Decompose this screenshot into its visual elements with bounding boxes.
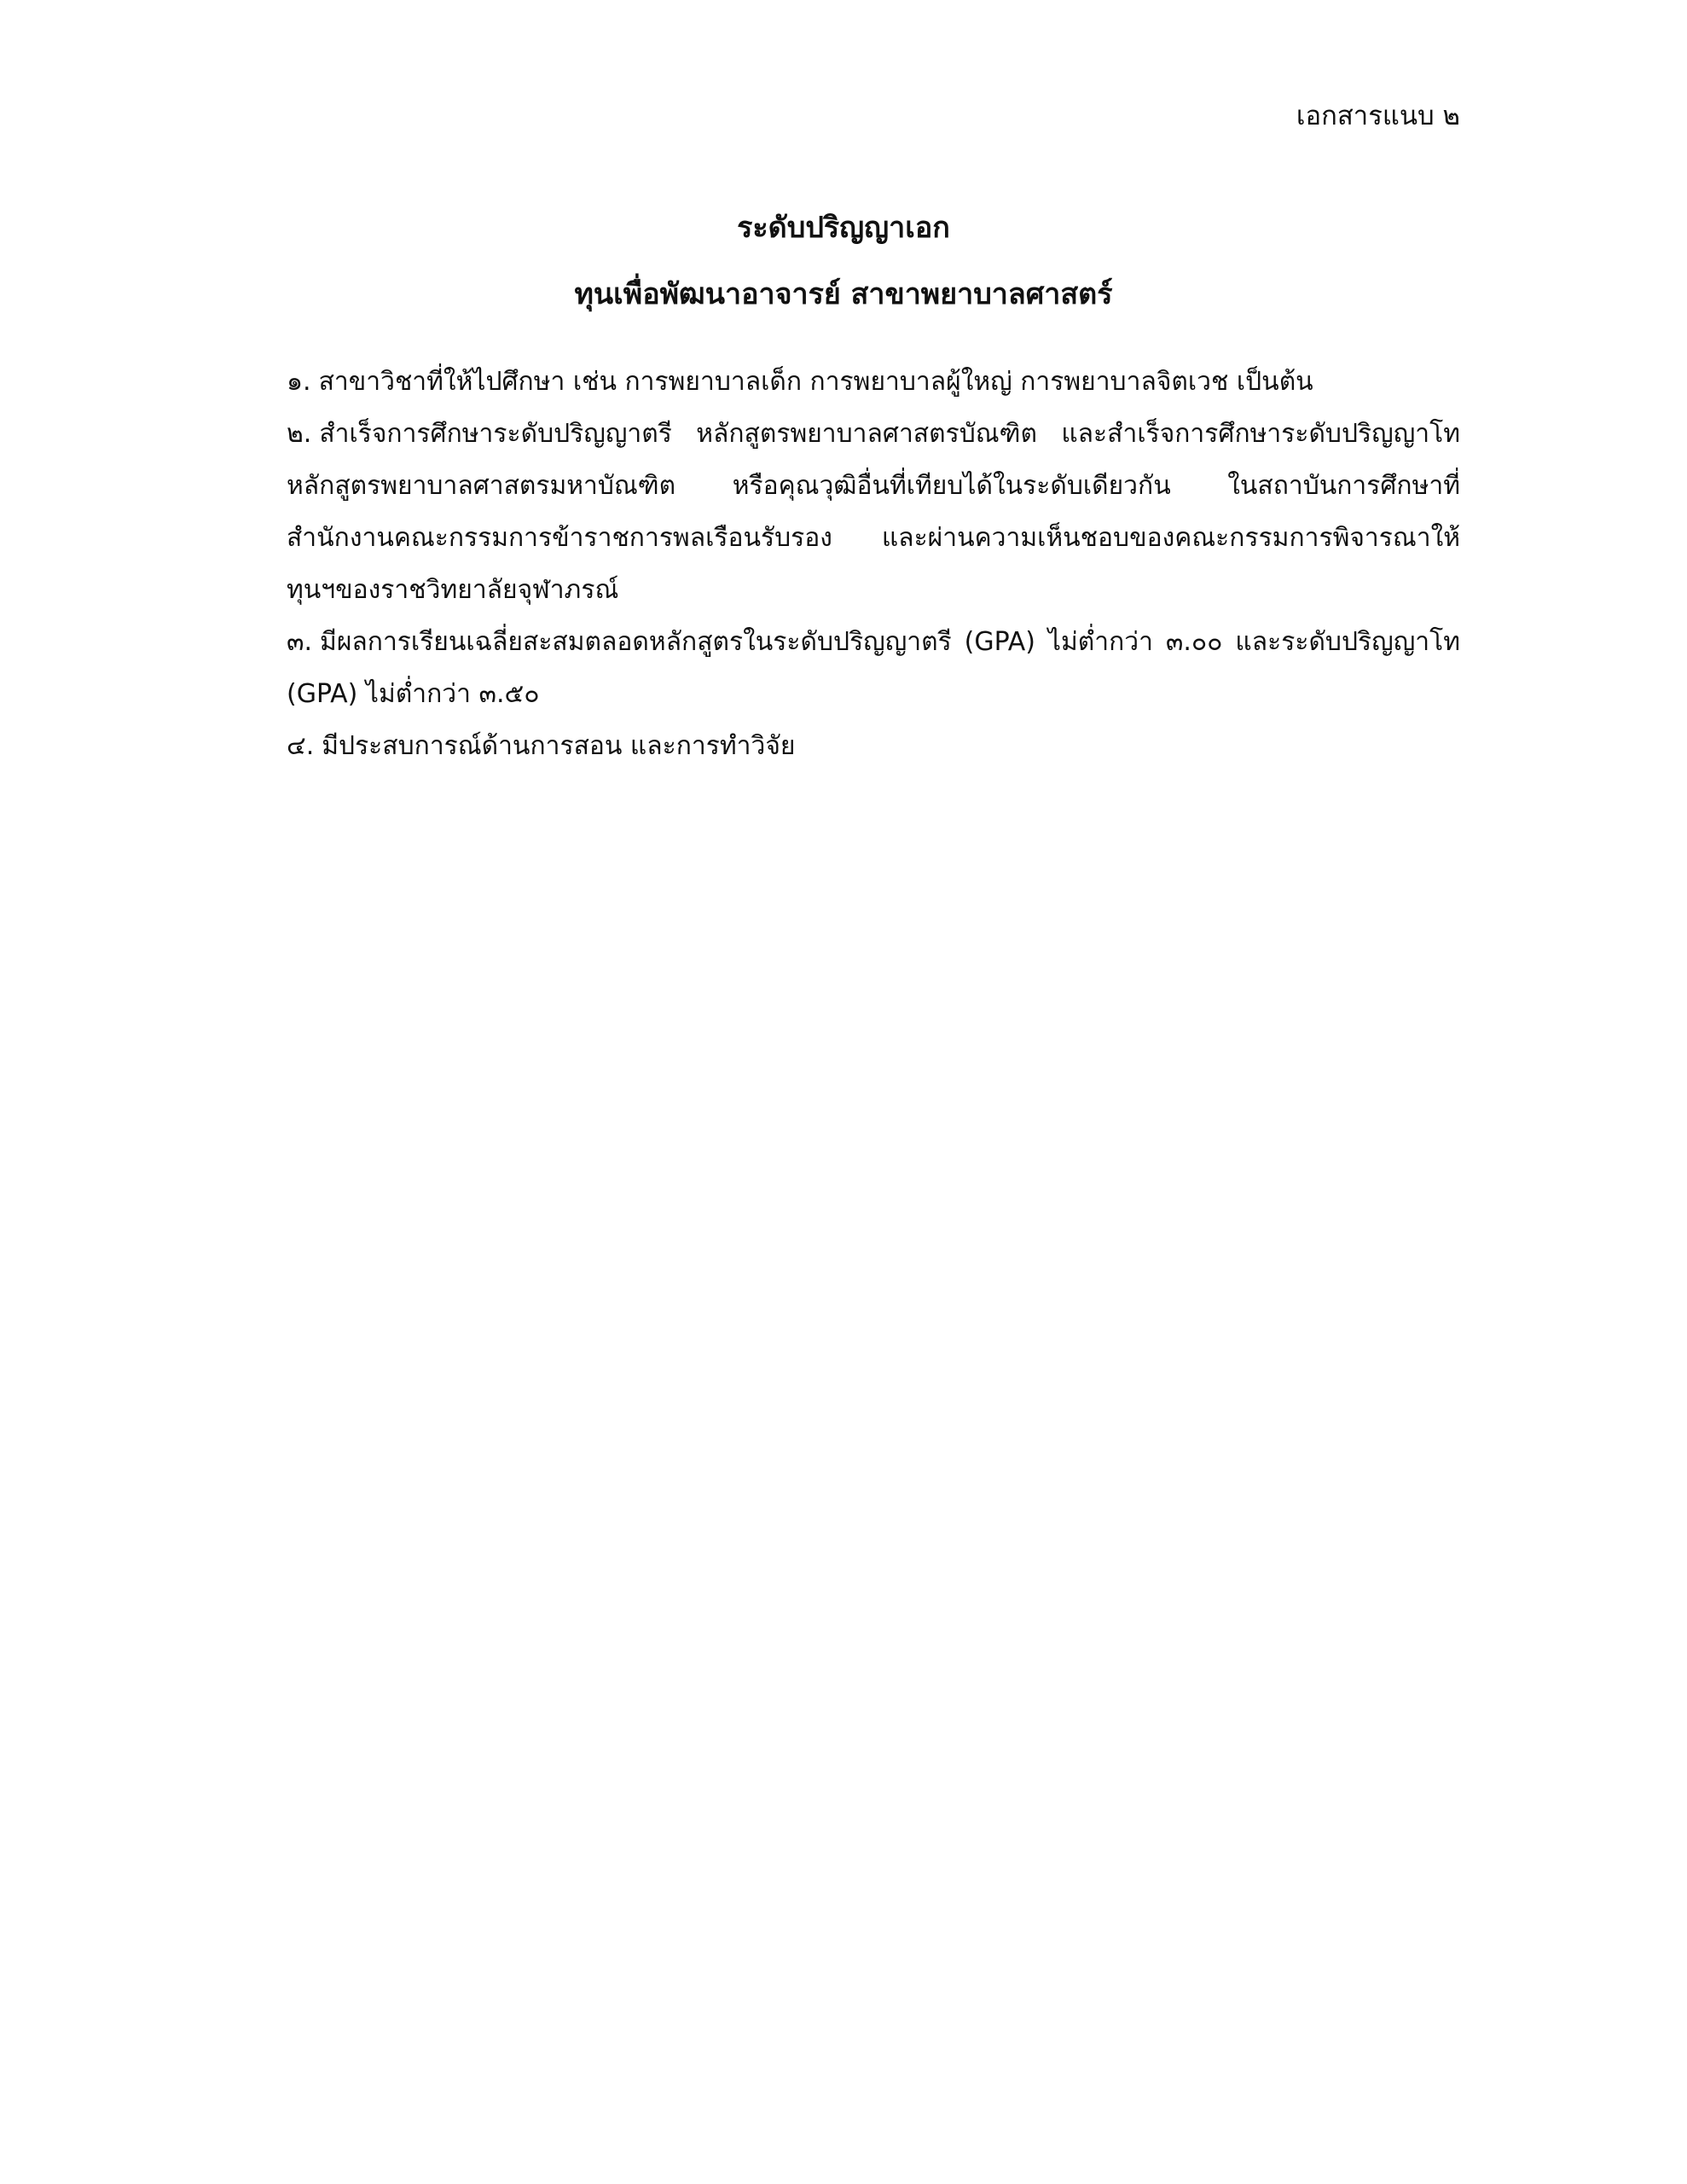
- criterion-number: ๓.: [287, 627, 313, 657]
- criterion-item: [287, 408, 1460, 616]
- criterion-item: [287, 720, 1460, 772]
- criteria-list: [287, 356, 1460, 772]
- attachment-label: เอกสารแนบ ๒: [1296, 101, 1460, 131]
- criterion-text: มีผลการเรียนเฉลี่ยสะสมตลอดหลักสูตรในระดับปริญญาตรี (GPA) ไม่ต่ำกว่า ๓.๐๐ และระดับปริญญาโท (GPA) ไม่ต่ำกว่า ๓.๕๐: [287, 627, 1460, 709]
- criterion-text: มีประสบการณ์ด้านการสอน และการทำวิจัย: [322, 731, 796, 761]
- title-block: [0, 195, 1687, 328]
- criterion-text: สาขาวิชาที่ให้ไปศึกษา เช่น การพยาบาลเด็ก การพยาบาลผู้ใหญ่ การพยาบาลจิตเวช เป็นต้น: [318, 367, 1313, 397]
- criterion-item: [287, 616, 1460, 720]
- document-subtitle: ทุนเพื่อพัฒนาอาจารย์ สาขาพยาบาลศาสตร์: [574, 277, 1113, 311]
- criterion-number: ๒.: [287, 419, 312, 449]
- criterion-text: สำเร็จการศึกษาระดับปริญญาตรี หลักสูตรพยาบาลศาสตรบัณฑิต และสำเร็จการศึกษาระดับปริญญาโท หลักสูตรพยาบาลศาสตรมหาบัณฑิต หรือคุณวุฒิอื่นที่เทียบได้ในระดับเดียวกัน ในสถาบันการศึกษาที่สำนักงานคณะกรรมการข้าราชการพลเรือนรับรอง และผ่านความเห็นชอบของคณะกรรมการพิจารณาให้ทุนฯของราชวิทยาลัยจุฬาภรณ์: [287, 419, 1460, 605]
- document-title: ระดับปริญญาเอก: [737, 211, 950, 245]
- criterion-number: ๑.: [287, 367, 311, 397]
- criterion-item: [287, 356, 1460, 408]
- criterion-number: ๔.: [287, 731, 315, 761]
